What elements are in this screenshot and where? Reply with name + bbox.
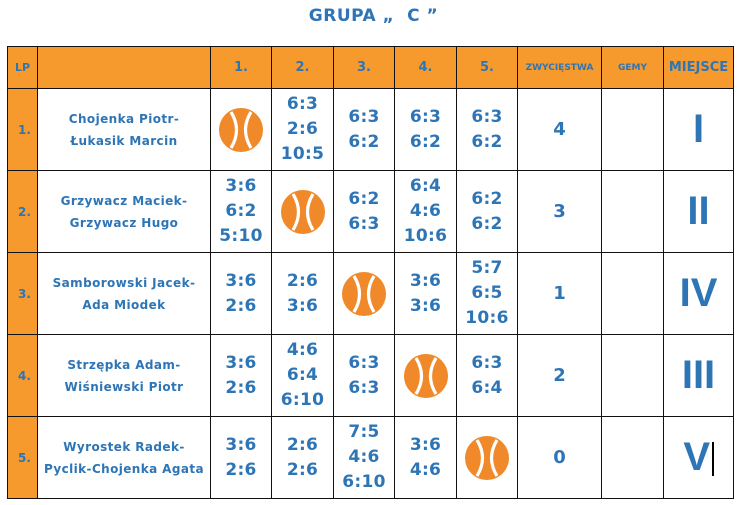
wins-cell: 3 (518, 171, 602, 253)
pair-name-line1: Grzywacz Maciek- (60, 193, 188, 208)
diagonal-cell (211, 89, 272, 171)
score-line: 5:10 (219, 226, 263, 246)
score-cell (457, 89, 518, 171)
score-line: 6:10 (280, 390, 325, 410)
score-line: 3:6 (286, 295, 319, 316)
pair-name-line2: Grzywacz Hugo (69, 215, 179, 230)
score-line: 2:6 (225, 459, 257, 480)
score-line: 6:3 (471, 352, 503, 373)
place-value: V (683, 435, 711, 479)
score-line: 5:7 (471, 258, 503, 278)
pair-name-line2: Pyclik-Chojenka Agata (44, 461, 204, 476)
header-col-4: 4. (395, 47, 457, 89)
place-cell (664, 253, 734, 335)
page-title: GRUPA „ C ” (308, 6, 439, 26)
score-line: 7:5 (348, 422, 380, 442)
place-cell (664, 89, 734, 171)
score-cell (272, 335, 334, 417)
score-line: 4:6 (348, 447, 380, 467)
pair-name-line2: Wiśniewski Piotr (64, 379, 184, 394)
header-wins: ZWYCIĘSTWA (518, 47, 602, 89)
text-cursor (712, 442, 714, 476)
place-value: I (692, 107, 705, 151)
score-line: 6:5 (471, 283, 503, 303)
tennis-ball-icon (464, 435, 510, 481)
score-cell (272, 253, 334, 335)
score-line: 6:3 (409, 106, 442, 127)
table-row (8, 89, 734, 171)
score-cell (457, 253, 518, 335)
row-lp: 5. (8, 417, 38, 499)
score-line: 10:6 (403, 226, 448, 246)
score-cell (395, 171, 457, 253)
score-cell (395, 253, 457, 335)
score-line: 6:2 (471, 188, 503, 209)
place-value: IV (679, 271, 718, 315)
tennis-ball-icon (218, 107, 264, 153)
pair-name (38, 89, 211, 171)
header-place: MIEJSCE (664, 47, 734, 89)
score-cell (211, 417, 272, 499)
wins-cell: 1 (518, 253, 602, 335)
table-row (8, 417, 734, 499)
wins-cell: 0 (518, 417, 602, 499)
score-cell (334, 417, 395, 499)
place-value: III (681, 353, 716, 397)
score-line: 6:3 (471, 106, 503, 127)
score-line: 6:4 (471, 377, 503, 398)
score-line: 6:2 (409, 131, 442, 152)
score-line: 10:5 (280, 144, 325, 164)
pair-name-line1: Samborowski Jacek- (52, 275, 196, 290)
place-value: II (687, 189, 710, 233)
diagonal-cell (457, 417, 518, 499)
row-lp: 1. (8, 89, 38, 171)
score-cell (334, 89, 395, 171)
score-cell (457, 171, 518, 253)
score-line: 4:6 (409, 459, 442, 480)
header-name (38, 47, 211, 89)
games-cell (602, 253, 664, 335)
tennis-ball-icon (403, 353, 449, 399)
score-line: 6:4 (409, 176, 442, 196)
pair-name (38, 253, 211, 335)
table-row (8, 171, 734, 253)
diagonal-cell (334, 253, 395, 335)
row-lp: 3. (8, 253, 38, 335)
score-line: 6:4 (286, 365, 319, 385)
score-line: 6:2 (225, 201, 257, 221)
header-col-3: 3. (334, 47, 395, 89)
games-cell (602, 171, 664, 253)
score-line: 6:2 (471, 131, 503, 152)
pair-name-line1: Strzępka Adam- (67, 357, 181, 372)
group-table (7, 46, 734, 499)
score-cell (211, 171, 272, 253)
header-col-5: 5. (457, 47, 518, 89)
score-cell (272, 89, 334, 171)
score-line: 6:3 (348, 377, 380, 398)
score-cell (395, 89, 457, 171)
header-row (8, 47, 734, 89)
tennis-ball-icon (341, 271, 387, 317)
score-line: 2:6 (286, 119, 319, 139)
header-col-2: 2. (272, 47, 334, 89)
score-cell (272, 417, 334, 499)
diagonal-cell (395, 335, 457, 417)
score-line: 10:6 (465, 308, 509, 328)
table-row (8, 253, 734, 335)
wins-cell: 2 (518, 335, 602, 417)
score-line: 3:6 (225, 434, 257, 455)
score-line: 6:3 (286, 94, 319, 114)
score-line: 3:6 (409, 434, 442, 455)
score-line: 3:6 (409, 295, 442, 316)
pair-name (38, 417, 211, 499)
row-lp: 4. (8, 335, 38, 417)
score-line: 6:3 (348, 106, 380, 127)
score-line: 3:6 (225, 270, 257, 291)
games-cell (602, 335, 664, 417)
table-row (8, 335, 734, 417)
score-cell (334, 335, 395, 417)
score-line: 2:6 (286, 434, 319, 455)
pair-name-line2: Łukasik Marcin (70, 133, 178, 148)
score-line: 6:10 (342, 472, 386, 492)
score-line: 6:3 (348, 352, 380, 373)
pair-name-line1: Chojenka Piotr- (68, 111, 180, 126)
score-cell (457, 335, 518, 417)
score-line: 6:2 (348, 131, 380, 152)
place-cell (664, 335, 734, 417)
games-cell (602, 89, 664, 171)
score-line: 3:6 (225, 352, 257, 373)
score-line: 2:6 (286, 270, 319, 291)
header-games: GEMY (602, 47, 664, 89)
place-cell (664, 171, 734, 253)
pair-name (38, 171, 211, 253)
score-cell (395, 417, 457, 499)
score-line: 3:6 (409, 270, 442, 291)
header-lp: LP (8, 47, 38, 89)
score-line: 6:2 (348, 188, 380, 209)
score-line: 6:3 (348, 213, 380, 234)
score-cell (211, 253, 272, 335)
score-line: 2:6 (286, 459, 319, 480)
pair-name-line2: Ada Miodek (82, 297, 166, 312)
tennis-ball-icon (280, 189, 326, 235)
score-line: 2:6 (225, 377, 257, 398)
diagonal-cell (272, 171, 334, 253)
place-cell (664, 417, 734, 499)
score-line: 4:6 (409, 201, 442, 221)
row-lp: 2. (8, 171, 38, 253)
wins-cell: 4 (518, 89, 602, 171)
score-line: 4:6 (286, 340, 319, 360)
score-line: 6:2 (471, 213, 503, 234)
header-col-1: 1. (211, 47, 272, 89)
score-line: 2:6 (225, 295, 257, 316)
pair-name-line1: Wyrostek Radek- (63, 439, 185, 454)
pair-name (38, 335, 211, 417)
score-line: 3:6 (225, 176, 257, 196)
score-cell (211, 335, 272, 417)
score-cell (334, 171, 395, 253)
games-cell (602, 417, 664, 499)
